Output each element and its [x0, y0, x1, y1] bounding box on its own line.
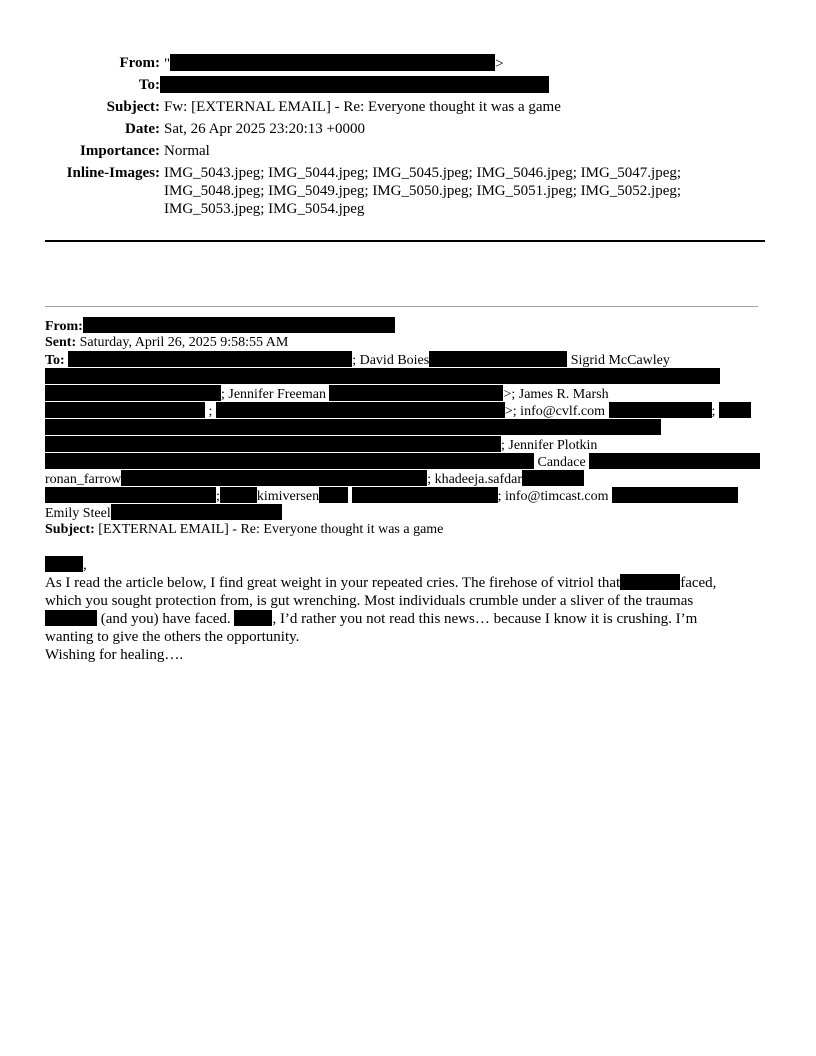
fw-recipient: ; khadeeja.safdar	[427, 472, 523, 487]
body-line	[45, 628, 765, 646]
redaction-box	[170, 54, 495, 71]
body-line	[45, 592, 765, 610]
header-subject-label: Subject:	[106, 99, 160, 115]
redaction-box	[45, 368, 720, 384]
inline-images-line: IMG_5053.jpeg; IMG_5054.jpeg	[164, 201, 365, 217]
fw-from-row	[45, 317, 395, 335]
fw-subject-value: [EXTERNAL EMAIL] - Re: Everyone thought it was a game	[98, 522, 444, 537]
from-suffix: >	[495, 56, 504, 72]
redaction-box	[45, 453, 534, 469]
header-importance-value: Normal	[164, 143, 210, 159]
body-text-segment: As I read the article below, I find great weight in your repeated cries. The firehose of vitriol that	[45, 575, 621, 591]
redaction-box	[45, 556, 83, 572]
fw-separator: ;	[208, 404, 213, 419]
fw-subject-row	[45, 521, 443, 538]
header-date-value: Sat, 26 Apr 2025 23:20:13 +0000	[164, 121, 365, 137]
redaction-box	[121, 470, 427, 486]
fw-to-row	[45, 402, 751, 420]
fw-recipient: ; Jennifer Plotkin	[501, 438, 598, 453]
body-text-segment: , I’d rather you not read this news… because I know it is crushing. I’m	[272, 611, 698, 627]
header-to-value	[160, 76, 740, 95]
redaction-box	[620, 574, 680, 590]
fw-recipient: Emily Steel	[45, 506, 111, 521]
fw-to-row	[45, 453, 760, 471]
header-from-value	[164, 54, 744, 73]
redaction-box	[609, 402, 712, 418]
redaction-box	[220, 487, 257, 503]
redaction-box	[234, 610, 272, 626]
header-divider	[45, 240, 765, 242]
body-text-segment: faced,	[680, 575, 717, 591]
fw-subject-label: Subject:	[45, 522, 95, 537]
redaction-box	[111, 504, 282, 520]
redaction-box	[319, 487, 348, 503]
header-inline-images-value	[164, 164, 744, 218]
body-text-segment: which you sought protection from, is gut wrenching. Most individuals crumble under a sliver of the traumas	[45, 593, 694, 609]
fw-recipient: Sigrid McCawley	[570, 353, 670, 368]
closing-text: Wishing for healing….	[45, 647, 184, 663]
fw-to-row	[45, 351, 670, 369]
header-inline-images-label: Inline-Images:	[66, 165, 160, 181]
fw-to-row	[45, 504, 282, 522]
body-text-segment: wanting to give the others the opportunity.	[45, 629, 300, 645]
fw-recipient: ; info@timcast.com	[497, 489, 609, 504]
fw-separator: ;	[216, 489, 220, 504]
redaction-box	[216, 402, 505, 418]
header-importance-label: Importance:	[80, 143, 160, 159]
fw-recipient: >; James R. Marsh	[503, 387, 609, 402]
redaction-box	[45, 487, 216, 503]
fw-from-label: From:	[45, 319, 83, 334]
fw-recipient: kimiversen	[256, 489, 320, 504]
redaction-box	[45, 610, 97, 626]
redaction-box	[612, 487, 738, 503]
body-text-segment: (and you) have faced.	[100, 611, 231, 627]
fw-to-row	[45, 487, 738, 505]
redaction-box	[329, 385, 503, 401]
redaction-box	[429, 351, 567, 367]
inline-images-line: IMG_5043.jpeg; IMG_5044.jpeg; IMG_5045.jpeg; IMG_5046.jpeg; IMG_5047.jpeg;	[164, 165, 682, 181]
fw-to-label: To:	[45, 353, 65, 368]
forward-divider	[45, 306, 758, 307]
fw-recipient: ; David Boies	[352, 353, 430, 368]
redaction-box	[352, 487, 498, 503]
redaction-box	[522, 470, 584, 486]
body-line	[45, 574, 765, 592]
inline-images-line: IMG_5048.jpeg; IMG_5049.jpeg; IMG_5050.jpeg; IMG_5051.jpeg; IMG_5052.jpeg;	[164, 183, 682, 199]
fw-sent-label: Sent:	[45, 335, 77, 350]
fw-recipient: >; info@cvlf.com	[504, 404, 605, 419]
fw-sent-value: Saturday, April 26, 2025 9:58:55 AM	[79, 335, 289, 350]
greeting-comma: ,	[83, 557, 87, 573]
body-line	[45, 610, 765, 628]
redaction-box	[45, 402, 205, 418]
redaction-box	[45, 436, 501, 452]
fw-sent-row	[45, 334, 288, 351]
fw-to-row	[45, 385, 609, 403]
fw-recipient: ; Jennifer Freeman	[221, 387, 326, 402]
redaction-box	[45, 385, 221, 401]
redaction-box	[160, 76, 549, 93]
header-subject-value: Fw: [EXTERNAL EMAIL] - Re: Everyone thought it was a game	[164, 99, 561, 115]
fw-to-row	[45, 436, 597, 454]
header-to-label: To:	[138, 77, 160, 93]
greeting	[45, 556, 765, 574]
closing-line	[45, 646, 765, 664]
fw-recipient: Candace	[537, 455, 586, 470]
header-date-label: Date:	[125, 121, 160, 137]
redaction-box	[719, 402, 751, 418]
from-quote: "	[164, 56, 171, 72]
redaction-box	[83, 317, 395, 333]
fw-to-row	[45, 470, 584, 488]
fw-recipient: ronan_farrow	[45, 472, 122, 487]
header-from-label: From:	[119, 55, 160, 71]
redaction-box	[589, 453, 760, 469]
redaction-box	[68, 351, 352, 367]
fw-separator: ;	[711, 404, 716, 419]
redaction-box	[45, 419, 661, 435]
